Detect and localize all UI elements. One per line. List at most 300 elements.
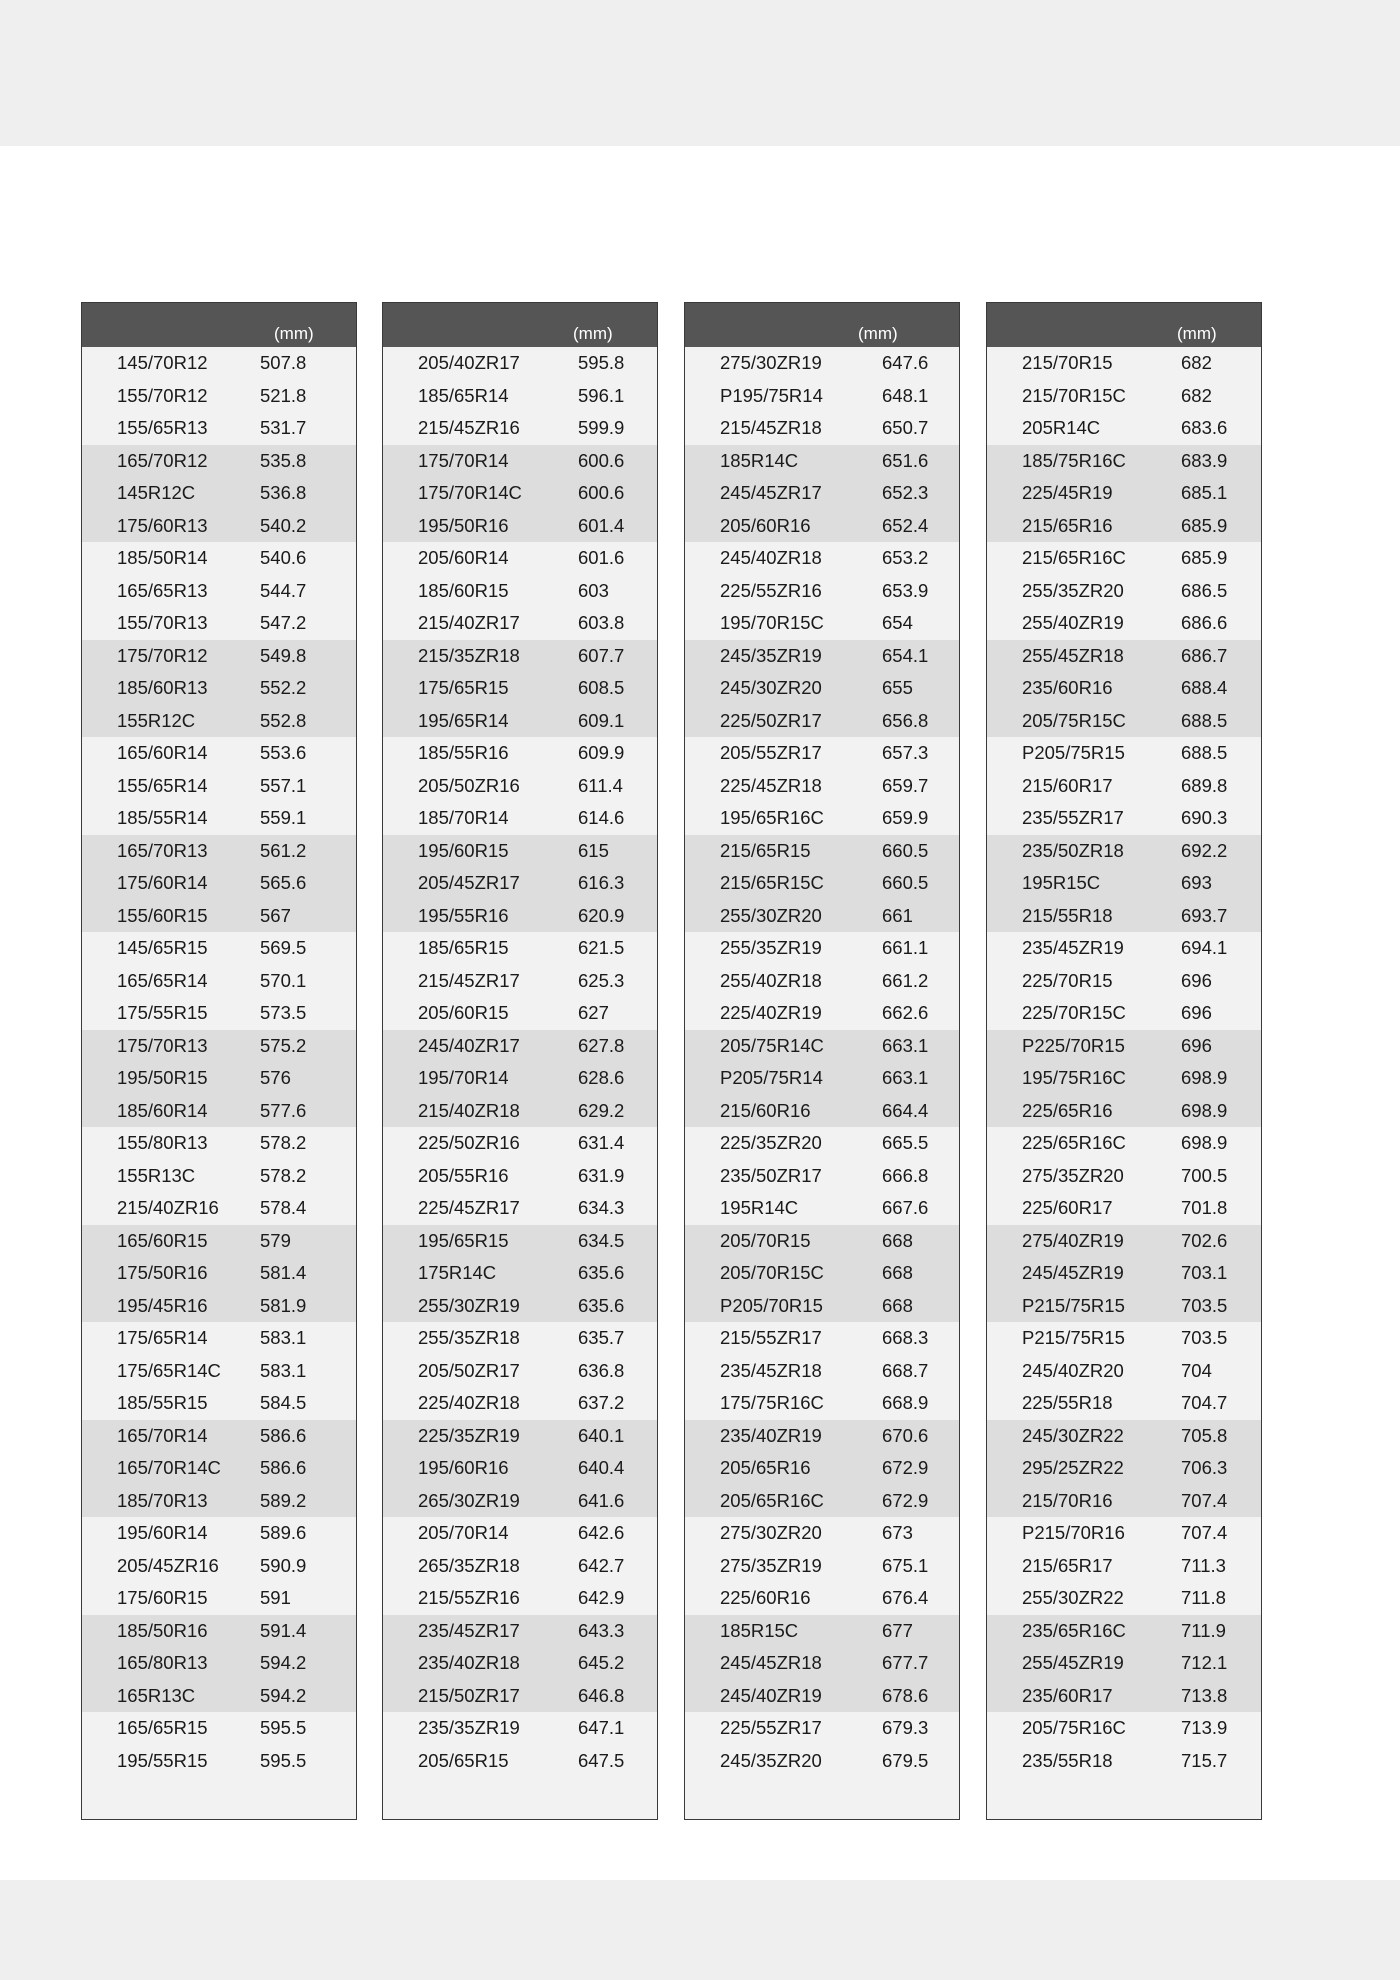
tire-size: 235/45ZR17 (418, 1619, 520, 1641)
diameter-mm: 544.7 (260, 579, 307, 601)
tire-size: 175/70R12 (117, 644, 208, 666)
tire-size: 185/70R13 (117, 1489, 208, 1511)
tire-size: 205/70R15C (720, 1262, 824, 1283)
table-row (383, 1192, 657, 1225)
table-row (383, 932, 657, 965)
diameter-mm: 654 (882, 612, 913, 633)
table-row (82, 445, 356, 478)
table-row (685, 1030, 959, 1063)
tire-size: 225/45R19 (1022, 482, 1113, 503)
table-row (987, 1485, 1261, 1518)
table-row (685, 1387, 959, 1420)
diameter-mm: 595.8 (578, 352, 625, 373)
table-row (82, 1550, 356, 1583)
diameter-mm: 659.9 (882, 807, 929, 828)
diameter-mm: 561.2 (260, 839, 307, 861)
table-row (685, 1550, 959, 1583)
diameter-mm: 536.8 (260, 482, 307, 503)
table-row (383, 1550, 657, 1583)
tire-size: 215/50ZR17 (418, 1684, 520, 1706)
table-row (987, 932, 1261, 965)
table-row (685, 997, 959, 1030)
table-row (82, 1030, 356, 1063)
diameter-mm: 688.4 (1181, 677, 1228, 698)
tire-size: 215/55R18 (1022, 904, 1113, 926)
tire-size: 145/65R15 (117, 937, 208, 958)
table-row (82, 737, 356, 770)
tire-size: 195/60R16 (418, 1457, 509, 1478)
diameter-mm: 653.2 (882, 547, 929, 568)
tire-size: 215/60R16 (720, 1099, 811, 1121)
tire-size: 215/55ZR17 (720, 1327, 822, 1348)
table-row (685, 672, 959, 705)
tire-size: 175/70R14 (418, 449, 509, 471)
tire-size: 155/70R13 (117, 612, 208, 633)
tire-size: 235/35ZR19 (418, 1717, 520, 1738)
diameter-mm: 581.4 (260, 1262, 307, 1283)
diameter-mm: 603.8 (578, 612, 625, 633)
diameter-mm: 677.7 (882, 1652, 929, 1673)
table-row (685, 802, 959, 835)
tire-size: 205/65R16C (720, 1489, 824, 1511)
tire-size: 235/55ZR17 (1022, 807, 1124, 828)
tire-size: 225/65R16 (1022, 1099, 1113, 1121)
diameter-mm: 614.6 (578, 807, 625, 828)
tire-size: 225/70R15 (1022, 969, 1113, 991)
table-row (82, 1192, 356, 1225)
diameter-mm: 594.2 (260, 1652, 307, 1673)
tire-size: 235/60R17 (1022, 1684, 1113, 1706)
tire-size: 225/55ZR16 (720, 579, 822, 601)
tire-size: 195R14C (720, 1197, 799, 1218)
table-row (987, 997, 1261, 1030)
diameter-mm: 670.6 (882, 1424, 929, 1446)
diameter-mm: 579 (260, 1229, 291, 1251)
table-row (383, 1160, 657, 1193)
table-row (383, 412, 657, 445)
diameter-mm: 682 (1181, 352, 1212, 373)
tire-size: 175R14C (418, 1262, 497, 1283)
table-row (383, 477, 657, 510)
diameter-mm: 661.2 (882, 969, 929, 991)
tire-size: 245/40ZR17 (418, 1034, 520, 1056)
table-row (685, 1160, 959, 1193)
tire-size: 185/55R16 (418, 742, 509, 763)
diameter-mm: 576 (260, 1067, 291, 1088)
table-body (987, 347, 1261, 1777)
diameter-mm: 660.5 (882, 872, 929, 893)
table-row (685, 1517, 959, 1550)
diameter-mm: 700.5 (1181, 1164, 1228, 1186)
tire-size: 195/45R16 (117, 1294, 208, 1316)
tire-size: 235/50ZR17 (720, 1164, 822, 1186)
table-row (987, 1290, 1261, 1323)
tire-size: 255/35ZR18 (418, 1327, 520, 1348)
table-row (383, 965, 657, 998)
tire-size: 195/65R16C (720, 807, 824, 828)
diameter-mm: 713.8 (1181, 1684, 1228, 1706)
diameter-mm: 650.7 (882, 417, 929, 438)
tire-size: 205/45ZR17 (418, 872, 520, 893)
tire-size: 235/40ZR18 (418, 1652, 520, 1673)
table-row (383, 1030, 657, 1063)
table-row (685, 1452, 959, 1485)
table-row (685, 1127, 959, 1160)
table-row (987, 607, 1261, 640)
table-row (82, 1225, 356, 1258)
diameter-mm: 616.3 (578, 872, 625, 893)
tire-size: 175/70R14C (418, 482, 522, 503)
table-row (383, 1615, 657, 1648)
diameter-mm: 702.6 (1181, 1229, 1228, 1251)
tire-size: 245/35ZR19 (720, 644, 822, 666)
table-row (987, 1452, 1261, 1485)
diameter-mm: 666.8 (882, 1164, 929, 1186)
diameter-mm: 651.6 (882, 449, 929, 471)
table-row (82, 1127, 356, 1160)
table-row (685, 1290, 959, 1323)
tire-size: 165/65R15 (117, 1717, 208, 1738)
table-row (987, 1745, 1261, 1778)
table-row (383, 835, 657, 868)
diameter-mm: 578.4 (260, 1197, 307, 1218)
table-row (685, 1582, 959, 1615)
diameter-mm: 591 (260, 1587, 291, 1608)
tire-size: 215/65R15 (720, 839, 811, 861)
diameter-mm: 685.9 (1181, 547, 1228, 568)
tire-size: 165/70R13 (117, 839, 208, 861)
diameter-mm: 668 (882, 1262, 913, 1283)
diameter-mm: 692.2 (1181, 839, 1228, 861)
diameter-mm: 668.7 (882, 1359, 929, 1381)
table-row (685, 1680, 959, 1713)
table-row (383, 347, 657, 380)
tire-size: 185/65R15 (418, 937, 509, 958)
table-row (987, 1062, 1261, 1095)
tire-size: 165/65R14 (117, 969, 208, 991)
tire-size: 205/70R14 (418, 1522, 509, 1543)
table-row (987, 380, 1261, 413)
table-row (685, 1322, 959, 1355)
tire-size: 225/60R16 (720, 1587, 811, 1608)
tire-size: 275/35ZR20 (1022, 1164, 1124, 1186)
diameter-mm: 693.7 (1181, 904, 1228, 926)
tire-size: 155R12C (117, 709, 196, 731)
table-row (383, 510, 657, 543)
tire-table-4 (986, 302, 1262, 1820)
diameter-mm: 686.6 (1181, 612, 1228, 633)
tire-table-1 (81, 302, 357, 1820)
table-row (685, 347, 959, 380)
diameter-mm: 634.3 (578, 1197, 625, 1218)
table-row (82, 835, 356, 868)
diameter-mm: 686.5 (1181, 579, 1228, 601)
tire-size: 205/45ZR16 (117, 1554, 219, 1576)
diameter-mm: 635.6 (578, 1262, 625, 1283)
table-row (987, 835, 1261, 868)
diameter-mm: 594.2 (260, 1684, 307, 1706)
diameter-mm: 679.5 (882, 1749, 929, 1771)
diameter-mm: 552.2 (260, 677, 307, 698)
tire-size: 255/30ZR20 (720, 904, 822, 926)
table-row (383, 1582, 657, 1615)
diameter-mm: 559.1 (260, 807, 307, 828)
tire-size: 235/45ZR19 (1022, 937, 1124, 958)
diameter-mm: 540.2 (260, 514, 307, 536)
diameter-mm: 621.5 (578, 937, 625, 958)
tire-size: 185R14C (720, 449, 799, 471)
tire-size-tables (0, 302, 1400, 1820)
diameter-mm: 663.1 (882, 1034, 929, 1056)
diameter-mm: 648.1 (882, 384, 929, 406)
table-row (685, 737, 959, 770)
tire-size: P205/75R15 (1022, 742, 1125, 763)
table-row (82, 1257, 356, 1290)
tire-size: 265/35ZR18 (418, 1554, 520, 1576)
table-row (383, 1387, 657, 1420)
diameter-mm: 573.5 (260, 1002, 307, 1023)
table-row (383, 900, 657, 933)
tire-size: 175/65R14C (117, 1359, 221, 1381)
table-row (987, 1127, 1261, 1160)
tire-size: 205/65R15 (418, 1749, 509, 1771)
diameter-mm: 686.7 (1181, 644, 1228, 666)
tire-size: 205/60R14 (418, 547, 509, 568)
table-row (685, 770, 959, 803)
tire-size: 175/60R15 (117, 1587, 208, 1608)
table-header (82, 303, 356, 347)
table-row (82, 867, 356, 900)
table-body (383, 347, 657, 1777)
tire-size: 175/55R15 (117, 1002, 208, 1023)
tire-size: 205R14C (1022, 417, 1101, 438)
table-row (987, 1712, 1261, 1745)
tire-size: 255/40ZR19 (1022, 612, 1124, 633)
table-row (987, 965, 1261, 998)
tire-size: 145R12C (117, 482, 196, 503)
tire-size: 165R13C (117, 1684, 196, 1706)
diameter-mm: 557.1 (260, 774, 307, 796)
diameter-mm: 653.9 (882, 579, 929, 601)
tire-size: 215/45ZR16 (418, 417, 520, 438)
tire-size: 235/60R16 (1022, 677, 1113, 698)
table-row (383, 1680, 657, 1713)
diameter-mm: 704.7 (1181, 1392, 1228, 1413)
diameter-mm: 689.8 (1181, 774, 1228, 796)
diameter-mm: 642.9 (578, 1587, 625, 1608)
tire-size: 215/40ZR18 (418, 1099, 520, 1121)
table-body (82, 347, 356, 1777)
tire-size: 215/70R15 (1022, 352, 1113, 373)
table-row (987, 510, 1261, 543)
diameter-mm: 535.8 (260, 449, 307, 471)
diameter-mm: 703.1 (1181, 1262, 1228, 1283)
diameter-mm: 570.1 (260, 969, 307, 991)
table-row (383, 640, 657, 673)
table-row (82, 1355, 356, 1388)
diameter-mm: 600.6 (578, 482, 625, 503)
table-row (685, 835, 959, 868)
diameter-mm: 631.4 (578, 1132, 625, 1153)
tire-size: 175/65R14 (117, 1327, 208, 1348)
tire-size: 245/45ZR17 (720, 482, 822, 503)
table-row (685, 1355, 959, 1388)
table-row (987, 1647, 1261, 1680)
tire-size: 265/30ZR19 (418, 1489, 520, 1511)
table-row (82, 412, 356, 445)
tire-size: 155R13C (117, 1164, 196, 1186)
table-row (82, 1647, 356, 1680)
diameter-mm: 665.5 (882, 1132, 929, 1153)
tire-table-3 (684, 302, 960, 1820)
diameter-mm: 629.2 (578, 1099, 625, 1121)
tire-size: 225/40ZR18 (418, 1392, 520, 1413)
tire-size: P215/75R15 (1022, 1294, 1125, 1316)
table-row (987, 705, 1261, 738)
table-header (383, 303, 657, 347)
tire-size: 155/70R12 (117, 384, 208, 406)
tire-size: 185/60R13 (117, 677, 208, 698)
diameter-mm: 688.5 (1181, 709, 1228, 731)
table-row (383, 1095, 657, 1128)
diameter-mm: 608.5 (578, 677, 625, 698)
table-row (383, 1062, 657, 1095)
diameter-mm: 707.4 (1181, 1522, 1228, 1543)
tire-size: 175/75R16C (720, 1392, 824, 1413)
table-row (82, 802, 356, 835)
table-row (987, 802, 1261, 835)
diameter-mm: 711.3 (1181, 1554, 1226, 1576)
tire-size: 185/55R14 (117, 807, 208, 828)
tire-size: 165/70R12 (117, 449, 208, 471)
tire-size: 215/45ZR18 (720, 417, 822, 438)
table-row (383, 1452, 657, 1485)
table-row (987, 1095, 1261, 1128)
table-row (383, 1712, 657, 1745)
diameter-mm: 663.1 (882, 1067, 929, 1088)
diameter-mm: 688.5 (1181, 742, 1228, 763)
table-row (685, 1712, 959, 1745)
diameter-mm: 603 (578, 579, 609, 601)
table-row (685, 1257, 959, 1290)
table-row (82, 640, 356, 673)
table-row (383, 1127, 657, 1160)
table-row (987, 1160, 1261, 1193)
unit-label: (mm) (1177, 324, 1217, 343)
table-row (82, 932, 356, 965)
tire-size: 225/55ZR17 (720, 1717, 822, 1738)
table-row (383, 672, 657, 705)
tire-size: 215/60R17 (1022, 774, 1113, 796)
tire-size: 255/45ZR19 (1022, 1652, 1124, 1673)
table-row (82, 900, 356, 933)
tire-size: 215/40ZR17 (418, 612, 520, 633)
diameter-mm: 586.6 (260, 1424, 307, 1446)
diameter-mm: 583.1 (260, 1359, 307, 1381)
diameter-mm: 668 (882, 1294, 913, 1316)
tire-size: P195/75R14 (720, 384, 823, 406)
diameter-mm: 567 (260, 904, 291, 926)
table-row (82, 1322, 356, 1355)
diameter-mm: 553.6 (260, 742, 307, 763)
diameter-mm: 713.9 (1181, 1717, 1228, 1738)
diameter-mm: 685.9 (1181, 514, 1228, 536)
diameter-mm: 661.1 (882, 937, 929, 958)
tire-size: 225/45ZR17 (418, 1197, 520, 1218)
table-row (82, 1452, 356, 1485)
tire-size: 225/50ZR17 (720, 709, 822, 731)
diameter-mm: 507.8 (260, 352, 307, 373)
diameter-mm: 586.6 (260, 1457, 307, 1478)
diameter-mm: 647.1 (578, 1717, 625, 1738)
table-row (685, 1420, 959, 1453)
tire-size: 175/65R15 (418, 677, 509, 698)
tire-size: 235/45ZR18 (720, 1359, 822, 1381)
diameter-mm: 609.9 (578, 742, 625, 763)
table-row (383, 705, 657, 738)
table-row (685, 1745, 959, 1778)
tire-size: P215/70R16 (1022, 1522, 1125, 1543)
table-row (987, 1355, 1261, 1388)
diameter-mm: 595.5 (260, 1749, 307, 1771)
tire-size: 245/40ZR20 (1022, 1359, 1124, 1381)
diameter-mm: 645.2 (578, 1652, 625, 1673)
tire-size: 225/55R18 (1022, 1392, 1113, 1413)
table-row (82, 1387, 356, 1420)
diameter-mm: 521.8 (260, 384, 307, 406)
tire-size: 225/45ZR18 (720, 774, 822, 796)
table-row (383, 542, 657, 575)
diameter-mm: 577.6 (260, 1099, 307, 1121)
diameter-mm: 647.5 (578, 1749, 625, 1771)
tire-size: 205/60R16 (720, 514, 811, 536)
unit-label: (mm) (573, 324, 613, 343)
table-row (685, 477, 959, 510)
table-row (383, 1745, 657, 1778)
tire-size: 235/65R16C (1022, 1619, 1126, 1641)
table-row (82, 1290, 356, 1323)
table-row (987, 1615, 1261, 1648)
table-row (383, 1225, 657, 1258)
diameter-mm: 565.6 (260, 872, 307, 893)
table-row (987, 640, 1261, 673)
tire-size: 245/30ZR22 (1022, 1424, 1124, 1446)
tire-size: 155/65R14 (117, 774, 208, 796)
tire-size: 215/40ZR16 (117, 1197, 219, 1218)
table-row (987, 770, 1261, 803)
tire-size: 205/75R14C (720, 1034, 824, 1056)
table-row (82, 1420, 356, 1453)
table-header (987, 303, 1261, 347)
table-row (82, 347, 356, 380)
table-row (987, 1257, 1261, 1290)
diameter-mm: 654.1 (882, 644, 929, 666)
diameter-mm: 599.9 (578, 417, 625, 438)
diameter-mm: 627.8 (578, 1034, 625, 1056)
diameter-mm: 642.6 (578, 1522, 625, 1543)
table-row (685, 1062, 959, 1095)
diameter-mm: 615 (578, 839, 609, 861)
tire-size: 185/60R15 (418, 579, 509, 601)
table-row (82, 1095, 356, 1128)
table-row (987, 347, 1261, 380)
table-row (987, 1680, 1261, 1713)
diameter-mm: 652.4 (882, 514, 929, 536)
diameter-mm: 712.1 (1181, 1652, 1228, 1673)
tire-size: 225/40ZR19 (720, 1002, 822, 1023)
diameter-mm: 672.9 (882, 1457, 929, 1478)
tire-size: 295/25ZR22 (1022, 1457, 1124, 1478)
